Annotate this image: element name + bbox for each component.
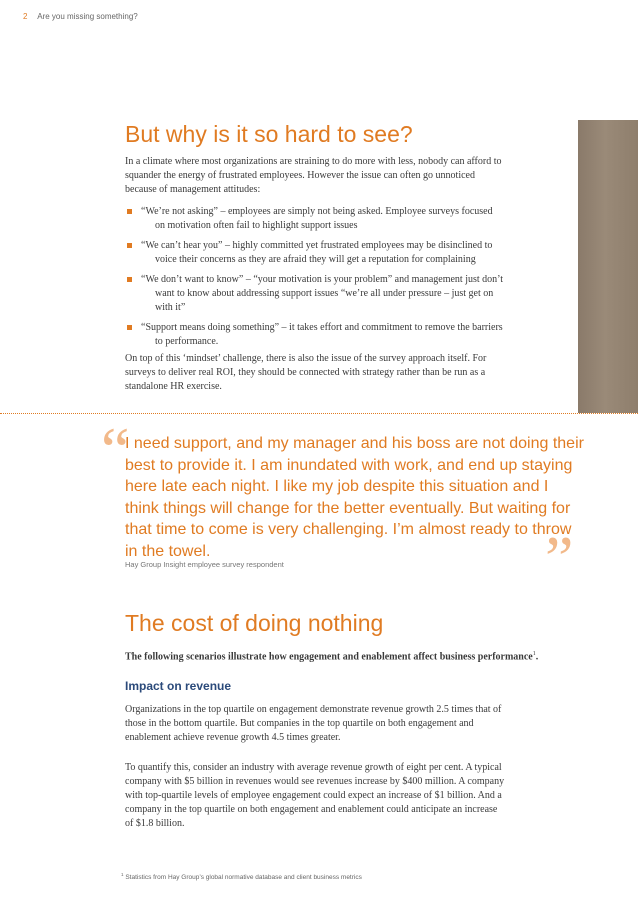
pull-quote-text: I need support, and my manager and his boss are not doing their best to provide it. I am inundated with work, and end up staying here late each night. I like my job despite this situation and I think things will change for the better eventually. But waiting for that time to come is very challenging. I’m almost ready to throw in the towel. xyxy=(125,435,584,560)
page-number: 2 xyxy=(23,12,28,21)
bullet-item: “We can’t hear you” – highly committed yet frustrated employees may be disinclined to voice their concerns as they are afraid they will get a reputation for complaining xyxy=(125,239,505,267)
closing-paragraph: On top of this ‘mindset’ challenge, there is also the issue of the survey approach itself. For surveys to deliver real ROI, they should be connected with strategy rather than be run as a standalone HR exercise. xyxy=(125,353,487,392)
open-quote-mark: “ xyxy=(101,414,130,485)
bullet-item: “We don’t want to know” – “your motivation is your problem” and management just don’t want to know about addressing support issues “we’re all under pressure – just get on with it” xyxy=(125,273,505,315)
quote-attribution: Hay Group Insight employee survey respondent xyxy=(125,560,284,569)
page-header xyxy=(23,12,138,21)
side-photo xyxy=(578,120,638,413)
section-title-hard-to-see: But why is it so hard to see? xyxy=(125,121,413,147)
intro-paragraph: In a climate where most organizations are straining to do more with less, nobody can afford to squander the energy of frustrated employees. However the issue can often go unnoticed because of management attitudes: xyxy=(125,156,502,195)
footnote: $^1$ Statistics from Hay Group’s global normative database and client business metrics xyxy=(121,872,362,882)
bullet-item: “We’re not asking” – employees are simply not being asked. Employee surveys focused on motivation often fail to highlight support issues xyxy=(125,205,505,233)
section-title-cost: The cost of doing nothing xyxy=(125,610,384,636)
bullet-square-icon xyxy=(127,243,132,248)
bullet-item: “Support means doing something” – it takes effort and commitment to remove the barriers to performance. xyxy=(125,321,505,349)
revenue-paragraph-2: To quantify this, consider an industry with average revenue growth of eight per cent. A typical company with $5 billion in revenues would see revenues increase by $400 million. A company with top-quartile levels of employee engagement could expect an increase of $1 billion. And a company in the top quartile on both engagement and enablement could anticipate an increase of $1.8 billion. xyxy=(125,762,505,829)
running-title: Are you missing something? xyxy=(37,12,138,21)
section-divider xyxy=(0,413,638,414)
bullet-square-icon xyxy=(127,277,132,282)
attitude-bullet-list xyxy=(125,205,505,355)
bullet-square-icon xyxy=(127,209,132,214)
bullet-square-icon xyxy=(127,325,132,330)
revenue-paragraph-1: Organizations in the top quartile on engagement demonstrate revenue growth 2.5 times that of those in the bottom quartile. But companies in the top quartile on both engagement and enablement achieve revenue growth 4.5 times greater. xyxy=(125,704,502,743)
footnote-ref: 1 xyxy=(532,651,536,657)
subheading-impact-on-revenue: Impact on revenue xyxy=(125,679,232,693)
close-quote-mark: ” xyxy=(545,523,574,594)
lead-sentence: The following scenarios illustrate how engagement and enablement affect business performance$^1$. xyxy=(125,651,539,663)
